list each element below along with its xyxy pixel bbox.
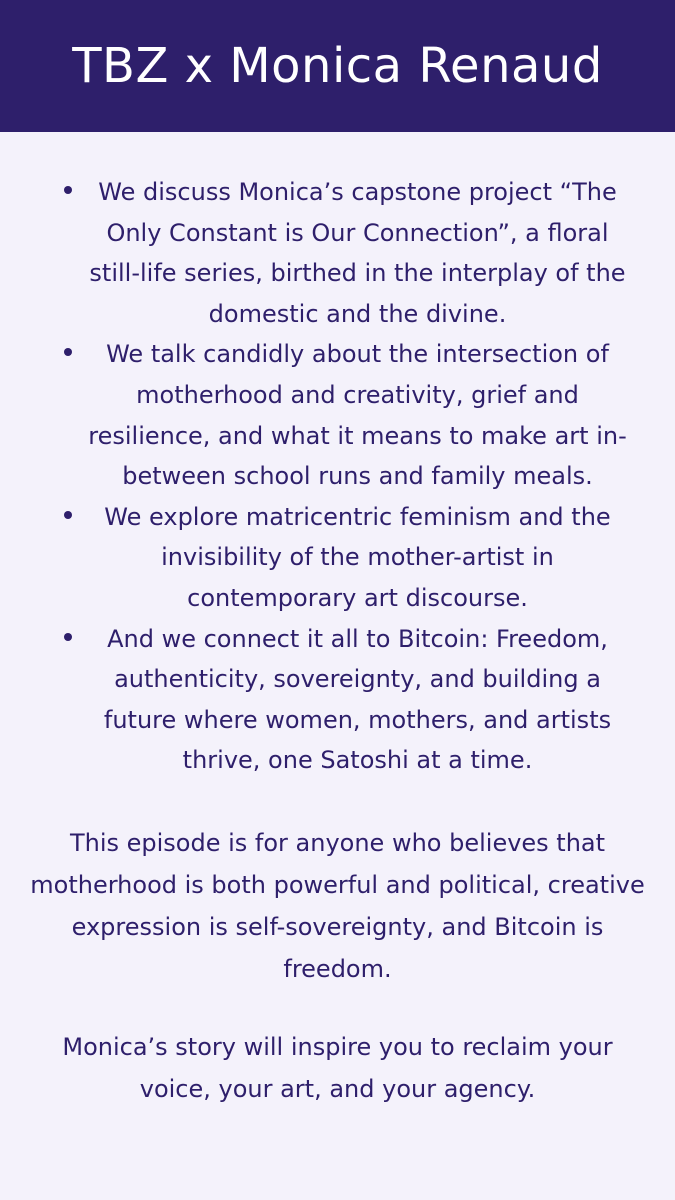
- bullet-dot-icon: [64, 348, 72, 356]
- list-item-text: And we connect it all to Bitcoin: Freedom, authenticity, sovereignty, and building a future where women, mothers, and artists thrive, one Satoshi at a time.: [103, 624, 612, 775]
- list-item: [0, 334, 675, 496]
- bullet-dot-icon: [64, 511, 72, 519]
- list-item-text: We talk candidly about the intersection of motherhood and creativity, grief and resilience, and what it means to make art in-between school runs and family meals.: [88, 340, 627, 491]
- bullet-dot-icon: [64, 186, 72, 194]
- list-item-text: We explore matricentric feminism and the invisibility of the mother-artist in contemporary art discourse.: [104, 502, 611, 612]
- episode-highlights-list: [0, 172, 675, 781]
- list-item: [0, 619, 675, 781]
- bullet-dot-icon: [64, 633, 72, 641]
- list-item-text: We discuss Monica’s capstone project “The Only Constant is Our Connection”, a floral still-life series, birthed in the interplay of the domestic and the divine.: [89, 178, 626, 328]
- list-item: [0, 172, 675, 334]
- title-banner: [0, 0, 675, 132]
- closing-paragraph: Monica’s story will inspire you to reclaim your voice, your art, and your agency.: [62, 1033, 613, 1103]
- list-item: [0, 497, 675, 619]
- audience-paragraph: This episode is for anyone who believes that motherhood is both powerful and political, creative expression is self-sovereignty, and Bitcoin is freedom.: [30, 829, 645, 983]
- page-title: TBZ x Monica Renaud: [72, 38, 603, 94]
